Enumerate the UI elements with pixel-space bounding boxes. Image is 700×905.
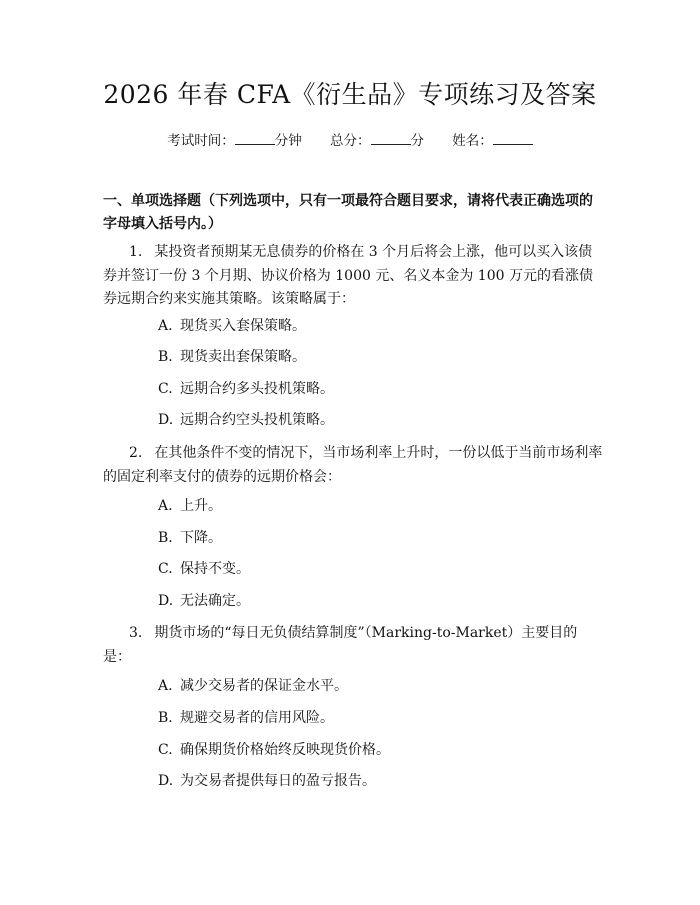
time-unit: 分钟 bbox=[274, 133, 302, 149]
option-text: 减少交易者的保证金水平。 bbox=[180, 678, 348, 694]
option-text: 现货买入套保策略。 bbox=[180, 318, 306, 334]
question-option bbox=[158, 409, 334, 431]
question-option bbox=[158, 739, 390, 761]
option-letter: C. bbox=[158, 742, 173, 758]
option-letter: B. bbox=[158, 530, 173, 546]
question-number: 1. bbox=[129, 244, 143, 260]
option-text: 规避交易者的信用风险。 bbox=[180, 710, 334, 726]
question-number: 3. bbox=[129, 625, 143, 641]
question-option bbox=[158, 675, 348, 697]
time-blank bbox=[235, 131, 275, 145]
option-letter: C. bbox=[158, 381, 173, 397]
time-label: 考试时间： bbox=[167, 133, 235, 149]
score-unit: 分 bbox=[410, 133, 424, 149]
question-text: 在其他条件不变的情况下，当市场利率上升时，一份以低于当前市场利率的固定利率支付的债券的远期价格会： bbox=[103, 445, 603, 485]
score-blank bbox=[371, 131, 411, 145]
option-text: 远期合约空头投机策略。 bbox=[180, 412, 334, 428]
option-letter: A. bbox=[158, 318, 173, 334]
question-option bbox=[158, 558, 250, 580]
exam-name bbox=[452, 133, 533, 149]
question-option bbox=[158, 527, 222, 549]
question-stem bbox=[103, 622, 603, 669]
page-title: 2026 年春 CFA《衍生品》专项练习及答案 bbox=[103, 80, 597, 109]
question-text: 期货市场的“每日无负债结算制度”（Marking-to-Market）主要目的是： bbox=[103, 625, 578, 665]
option-letter: D. bbox=[158, 412, 174, 428]
option-letter: D. bbox=[158, 773, 174, 789]
name-blank bbox=[493, 131, 533, 145]
option-text: 无法确定。 bbox=[180, 593, 250, 609]
option-letter: B. bbox=[158, 710, 173, 726]
option-text: 远期合约多头投机策略。 bbox=[180, 381, 334, 397]
question-option bbox=[158, 378, 334, 400]
question-option bbox=[158, 770, 376, 792]
question-number: 2. bbox=[129, 445, 143, 461]
option-letter: C. bbox=[158, 561, 173, 577]
name-label: 姓名： bbox=[452, 133, 493, 149]
option-letter: D. bbox=[158, 593, 174, 609]
exam-time bbox=[167, 133, 306, 149]
option-text: 现货卖出套保策略。 bbox=[180, 349, 306, 365]
option-text: 下降。 bbox=[180, 530, 222, 546]
option-text: 确保期货价格始终反映现货价格。 bbox=[180, 742, 390, 758]
option-letter: A. bbox=[158, 498, 173, 514]
question-option bbox=[158, 707, 334, 729]
question-option bbox=[158, 315, 306, 337]
option-text: 为交易者提供每日的盈亏报告。 bbox=[180, 773, 376, 789]
option-letter: B. bbox=[158, 349, 173, 365]
question-option bbox=[158, 495, 222, 517]
section-heading: 一、单项选择题（下列选项中，只有一项最符合题目要求，请将代表正确选项的字母填入括号内。） bbox=[103, 193, 593, 232]
option-letter: A. bbox=[158, 678, 173, 694]
question-option bbox=[158, 346, 306, 368]
exam-meta bbox=[0, 130, 700, 152]
option-text: 上升。 bbox=[180, 498, 222, 514]
question-option bbox=[158, 590, 250, 612]
question-stem bbox=[103, 241, 603, 312]
option-text: 保持不变。 bbox=[180, 561, 250, 577]
question-text: 某投资者预期某无息债券的价格在 3 个月后将会上涨，他可以买入该债券并签订一份 3 个月期、协议价格为 1000 元、名义本金为 100 万元的看涨债券远期合约来实施其策略。该策略属于： bbox=[103, 244, 593, 307]
question-stem bbox=[103, 442, 603, 489]
score-label: 总分： bbox=[330, 133, 371, 149]
exam-score bbox=[330, 133, 428, 149]
